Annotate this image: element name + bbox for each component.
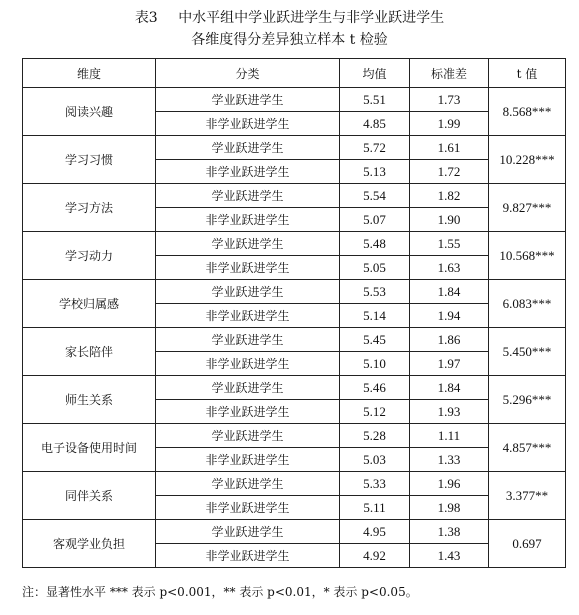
table-title-text: 中水平组中学业跃进学生与非学业跃进学生	[178, 10, 445, 26]
mean-cell: 5.72	[340, 136, 410, 160]
sd-cell: 1.33	[410, 448, 489, 472]
header-sd: 标准差	[410, 59, 489, 88]
mean-cell: 4.92	[340, 544, 410, 568]
sd-cell: 1.97	[410, 352, 489, 376]
table-number: 表3	[134, 10, 158, 26]
sd-cell: 1.84	[410, 376, 489, 400]
sd-cell: 1.55	[410, 232, 489, 256]
mean-cell: 5.48	[340, 232, 410, 256]
sd-cell: 1.72	[410, 160, 489, 184]
dimension-cell: 同伴关系	[23, 472, 156, 520]
category-cell: 非学业跃进学生	[156, 304, 340, 328]
dimension-cell: 阅读兴趣	[23, 88, 156, 136]
t-value-cell: 10.568***	[489, 232, 566, 280]
table-row	[23, 520, 566, 544]
mean-cell: 5.03	[340, 448, 410, 472]
sd-cell: 1.73	[410, 88, 489, 112]
header-mean: 均值	[340, 59, 410, 88]
t-value-cell: 4.857***	[489, 424, 566, 472]
category-cell: 非学业跃进学生	[156, 448, 340, 472]
t-value-cell: 3.377**	[489, 472, 566, 520]
header-dimension: 维度	[23, 59, 156, 88]
table-title-line2: 各维度得分差异独立样本 t 检验	[191, 32, 388, 48]
sd-cell: 1.11	[410, 424, 489, 448]
dimension-cell: 客观学业负担	[23, 520, 156, 568]
dimension-cell: 学习方法	[23, 184, 156, 232]
table-row	[23, 232, 566, 256]
results-table	[22, 58, 566, 568]
sd-cell: 1.82	[410, 184, 489, 208]
mean-cell: 4.95	[340, 520, 410, 544]
footnote: 注：显著性水平 *** 表示 p<0.001，** 表示 p<0.01，* 表示 p<0.05。	[22, 585, 418, 599]
category-cell: 学业跃进学生	[156, 424, 340, 448]
dimension-cell: 电子设备使用时间	[23, 424, 156, 472]
mean-cell: 5.28	[340, 424, 410, 448]
mean-cell: 4.85	[340, 112, 410, 136]
category-cell: 非学业跃进学生	[156, 160, 340, 184]
category-cell: 学业跃进学生	[156, 136, 340, 160]
dimension-cell: 学习动力	[23, 232, 156, 280]
t-value-cell: 0.697	[489, 520, 566, 568]
category-cell: 非学业跃进学生	[156, 256, 340, 280]
dimension-cell: 学习习惯	[23, 136, 156, 184]
header-category: 分类	[156, 59, 340, 88]
sd-cell: 1.90	[410, 208, 489, 232]
sd-cell: 1.96	[410, 472, 489, 496]
table-row	[23, 424, 566, 448]
mean-cell: 5.05	[340, 256, 410, 280]
mean-cell: 5.45	[340, 328, 410, 352]
category-cell: 非学业跃进学生	[156, 400, 340, 424]
mean-cell: 5.33	[340, 472, 410, 496]
dimension-cell: 师生关系	[23, 376, 156, 424]
sd-cell: 1.99	[410, 112, 489, 136]
table-row	[23, 328, 566, 352]
table-row	[23, 184, 566, 208]
mean-cell: 5.10	[340, 352, 410, 376]
table-row	[23, 280, 566, 304]
category-cell: 非学业跃进学生	[156, 112, 340, 136]
dimension-cell: 学校归属感	[23, 280, 156, 328]
header-t-value: t 值	[489, 59, 566, 88]
category-cell: 学业跃进学生	[156, 280, 340, 304]
sd-cell: 1.63	[410, 256, 489, 280]
dimension-cell: 家长陪伴	[23, 328, 156, 376]
table-row	[23, 88, 566, 112]
mean-cell: 5.53	[340, 280, 410, 304]
sd-cell: 1.93	[410, 400, 489, 424]
category-cell: 学业跃进学生	[156, 184, 340, 208]
table-body	[23, 88, 566, 568]
table-title-line1	[0, 9, 579, 27]
mean-cell: 5.13	[340, 160, 410, 184]
category-cell: 学业跃进学生	[156, 88, 340, 112]
category-cell: 非学业跃进学生	[156, 496, 340, 520]
t-value-cell: 10.228***	[489, 136, 566, 184]
sd-cell: 1.61	[410, 136, 489, 160]
t-value-cell: 6.083***	[489, 280, 566, 328]
mean-cell: 5.12	[340, 400, 410, 424]
sd-cell: 1.38	[410, 520, 489, 544]
category-cell: 学业跃进学生	[156, 520, 340, 544]
table-row	[23, 472, 566, 496]
mean-cell: 5.07	[340, 208, 410, 232]
mean-cell: 5.51	[340, 88, 410, 112]
sd-cell: 1.94	[410, 304, 489, 328]
category-cell: 非学业跃进学生	[156, 352, 340, 376]
table-row	[23, 136, 566, 160]
category-cell: 学业跃进学生	[156, 328, 340, 352]
mean-cell: 5.46	[340, 376, 410, 400]
sd-cell: 1.43	[410, 544, 489, 568]
category-cell: 非学业跃进学生	[156, 208, 340, 232]
header-row	[23, 59, 566, 88]
sd-cell: 1.86	[410, 328, 489, 352]
t-value-cell: 5.296***	[489, 376, 566, 424]
mean-cell: 5.54	[340, 184, 410, 208]
sd-cell: 1.98	[410, 496, 489, 520]
category-cell: 非学业跃进学生	[156, 544, 340, 568]
category-cell: 学业跃进学生	[156, 232, 340, 256]
t-value-cell: 9.827***	[489, 184, 566, 232]
sd-cell: 1.84	[410, 280, 489, 304]
mean-cell: 5.14	[340, 304, 410, 328]
t-value-cell: 5.450***	[489, 328, 566, 376]
table-row	[23, 376, 566, 400]
mean-cell: 5.11	[340, 496, 410, 520]
t-value-cell: 8.568***	[489, 88, 566, 136]
category-cell: 学业跃进学生	[156, 472, 340, 496]
category-cell: 学业跃进学生	[156, 376, 340, 400]
